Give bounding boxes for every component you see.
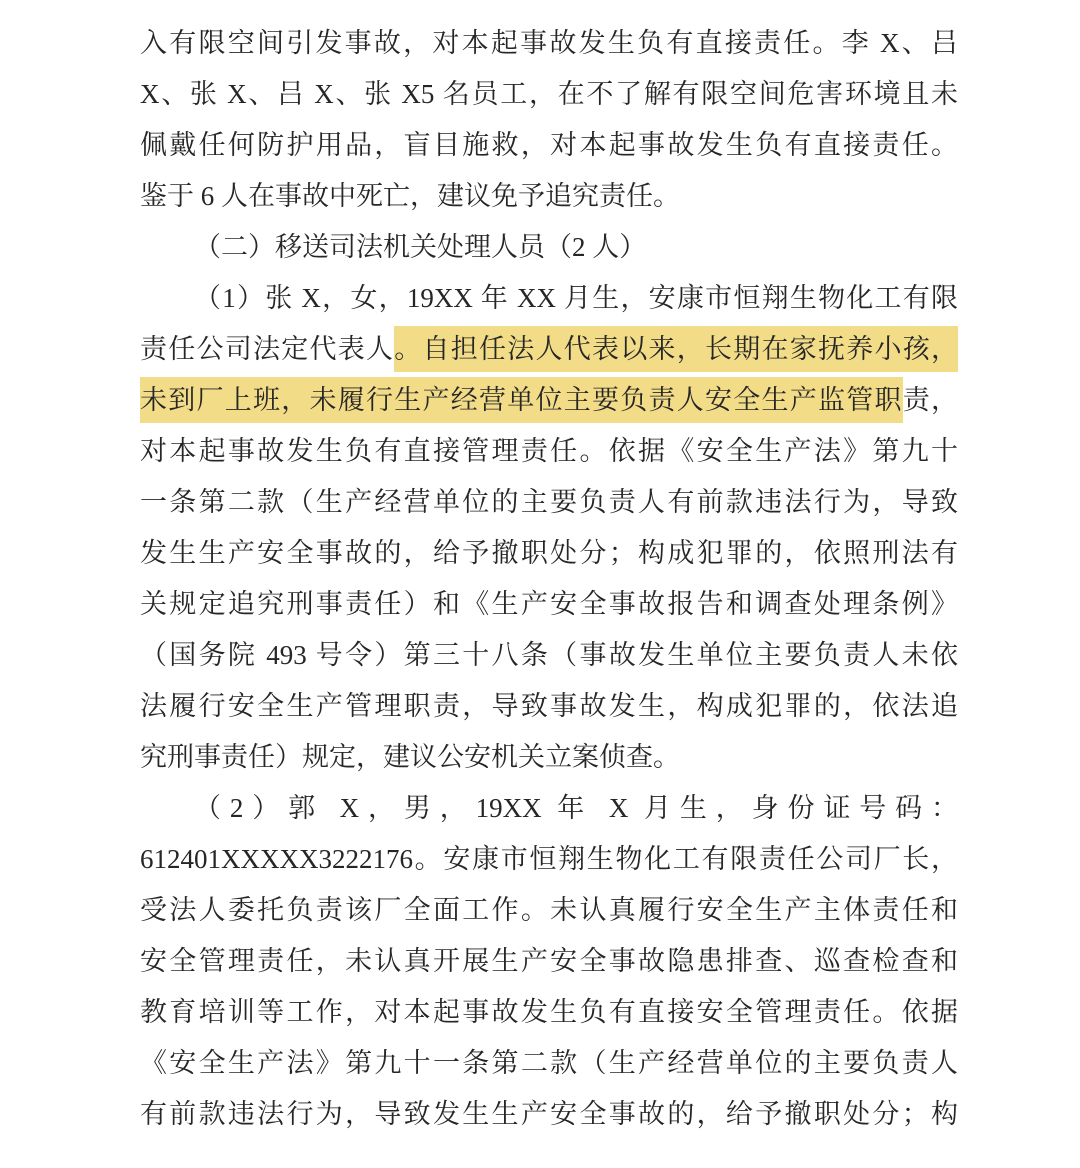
text-line	[140, 936, 958, 987]
body-text: 612401XXXXX3222176。安康市恒翔生物化工有限责任公司厂长，	[140, 844, 958, 874]
body-text: 责任公司法定代表人	[140, 334, 395, 364]
body-text: 发生生产安全事故的，给予撤职处分；构成犯罪的，依照刑法有	[140, 538, 958, 568]
text-line	[140, 885, 958, 936]
section-heading	[140, 222, 958, 273]
text-line	[140, 18, 958, 69]
text-line	[140, 783, 958, 834]
text-line	[140, 375, 958, 426]
body-text: X、张 X、吕 X、张 X5 名员工，在不了解有限空间危害环境且未	[140, 79, 958, 109]
body-text: 入有限空间引发事故，对本起事故发生负有直接责任。李 X、吕	[140, 28, 958, 58]
body-text: 鉴于 6 人在事故中死亡，建议免予追究责任。	[140, 181, 680, 211]
text-line	[140, 1089, 958, 1140]
body-text: 法履行安全生产管理职责，导致事故发生，构成犯罪的，依法追	[140, 691, 958, 721]
text-line	[140, 426, 958, 477]
text-line	[140, 69, 958, 120]
body-text: （国务院 493 号令）第三十八条（事故发生单位主要负责人未依	[140, 640, 958, 670]
body-text: 有前款违法行为，导致发生生产安全事故的，给予撤职处分；构	[140, 1099, 958, 1129]
body-text: （1）张 X，女，19XX 年 XX 月生，安康市恒翔生物化工有限	[194, 283, 958, 313]
text-line	[140, 630, 958, 681]
text-line	[140, 1038, 958, 1089]
body-text: 安全管理责任，未认真开展生产安全事故隐患排查、巡查检查和	[140, 946, 958, 976]
highlighted-text: 未到厂上班，未履行生产经营单位主要负责人安全生产监管职	[140, 377, 903, 423]
text-line	[140, 120, 958, 171]
body-text: 教育培训等工作，对本起事故发生负有直接安全管理责任。依据	[140, 997, 958, 1027]
text-line	[140, 987, 958, 1038]
text-line	[140, 681, 958, 732]
highlighted-text: 。自担任法人代表以来，长期在家抚养小孩，	[394, 326, 958, 372]
heading-text: （二）移送司法机关处理人员（2 人）	[194, 232, 647, 262]
text-line	[140, 324, 958, 375]
body-text: 佩戴任何防护用品，盲目施救，对本起事故发生负有直接责任。	[140, 130, 958, 160]
text-line	[140, 528, 958, 579]
text-line	[140, 273, 958, 324]
text-line	[140, 579, 958, 630]
body-text: 受法人委托负责该厂全面工作。未认真履行安全生产主体责任和	[140, 895, 958, 925]
body-text: 究刑事责任）规定，建议公安机关立案侦查。	[140, 742, 680, 772]
text-line	[140, 171, 958, 222]
body-text: 责，	[902, 385, 958, 415]
body-text: 关规定追究刑事责任）和《生产安全事故报告和调查处理条例》	[140, 589, 958, 619]
text-line	[140, 834, 958, 885]
body-text: 《安全生产法》第九十一条第二款（生产经营单位的主要负责人	[140, 1048, 958, 1078]
text-line	[140, 732, 958, 783]
body-text: 对本起事故发生负有直接管理责任。依据《安全生产法》第九十	[140, 436, 958, 466]
body-text: 一条第二款（生产经营单位的主要负责人有前款违法行为，导致	[140, 487, 958, 517]
body-text: （2）郭 X，男，19XX 年 X 月生，身份证号码：	[194, 793, 958, 823]
text-line	[140, 477, 958, 528]
